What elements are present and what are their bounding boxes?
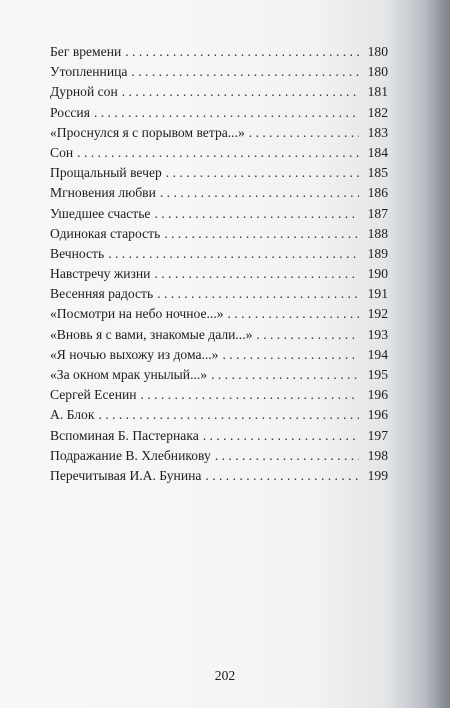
toc-entry: [50, 244, 388, 264]
toc-entry: [50, 82, 388, 102]
toc-entry: [50, 325, 388, 345]
toc-entry: [50, 365, 388, 385]
toc-entry: [50, 446, 388, 466]
toc-entry-title: Россия: [50, 104, 90, 120]
toc-entry-title: «Я ночью выхожу из дома...»: [50, 346, 219, 362]
toc-entry: [50, 103, 388, 123]
toc-entry-page: 196: [367, 407, 388, 423]
toc-entry: [50, 264, 388, 284]
page-edge-shadow: [390, 0, 450, 708]
toc-entry-title: Сон: [50, 144, 74, 160]
toc-entry-page: 197: [367, 427, 388, 443]
toc-entry: [50, 143, 388, 163]
toc-entry: [50, 204, 388, 224]
toc-entry-title: Перечитывая И.А. Бунина: [50, 467, 202, 483]
toc-entry-title: Вечность: [50, 245, 105, 261]
dot-leader: [211, 365, 359, 385]
dot-leader: [215, 446, 359, 466]
toc-entry-title: Ушедшее счастье: [50, 205, 151, 221]
toc-entry-page: 183: [367, 124, 388, 140]
toc-entry-title: «Проснулся я с порывом ветра...»: [50, 124, 245, 140]
toc-entry: [50, 466, 388, 486]
toc-entry: [50, 62, 388, 82]
toc-entry: [50, 405, 388, 425]
toc-entry-page: 191: [367, 286, 388, 302]
toc-entry-page: 180: [367, 44, 388, 59]
toc-entry-title: «Вновь я с вами, знакомые дали...»: [50, 326, 253, 342]
toc-entry-page: 185: [367, 165, 388, 181]
dot-leader: [77, 143, 359, 163]
toc-entry-title: «За окном мрак унылый...»: [50, 367, 208, 382]
toc-entry-title: Одинокая старость: [50, 225, 161, 241]
toc-entry-title: Подражание В. Хлебникову: [50, 447, 211, 463]
toc-entry: [50, 163, 388, 183]
dot-leader: [108, 244, 359, 264]
toc-entry-page: 198: [367, 447, 388, 463]
dot-leader: [154, 264, 359, 284]
toc-entry: [50, 426, 388, 446]
toc-entry-page: 189: [367, 245, 388, 261]
dot-leader: [249, 123, 359, 143]
toc-entry-title: Дурной сон: [50, 84, 118, 100]
toc-entry-title: Утопленница: [50, 64, 128, 80]
dot-leader: [228, 304, 359, 324]
dot-leader: [164, 224, 359, 244]
toc-entry-title: Навстречу жизни: [50, 266, 151, 282]
toc-entry-title: Весенняя радость: [50, 286, 154, 302]
dot-leader: [125, 42, 359, 62]
toc-entry-page: 180: [367, 64, 388, 80]
toc-entry: [50, 385, 388, 405]
toc-entry-page: 196: [367, 387, 388, 403]
toc-entry-title: Вспоминая Б. Пастернака: [50, 427, 199, 443]
dot-leader: [203, 426, 359, 446]
dot-leader: [166, 163, 359, 183]
toc-entry-page: 192: [367, 306, 388, 322]
toc-entry-title: Мгновения любви: [50, 185, 156, 201]
dot-leader: [222, 345, 359, 365]
toc-entry-title: Прощальный вечер: [50, 165, 162, 181]
toc-entry-page: 187: [367, 205, 388, 221]
dot-leader: [157, 284, 359, 304]
toc-entry-title: Бег времени: [50, 44, 122, 59]
toc-entry: [50, 284, 388, 304]
toc-entry-page: 186: [367, 185, 388, 201]
toc-entry: [50, 304, 388, 324]
toc-entry: [50, 123, 388, 143]
toc-entry-page: 188: [367, 225, 388, 241]
toc-entry-page: 199: [367, 467, 388, 483]
toc-entry: [50, 42, 388, 62]
dot-leader: [98, 405, 359, 425]
toc-entry-page: 181: [367, 84, 388, 100]
dot-leader: [256, 325, 359, 345]
dot-leader: [141, 385, 359, 405]
toc-entry-title: Сергей Есенин: [50, 387, 137, 403]
dot-leader: [131, 62, 359, 82]
dot-leader: [205, 466, 359, 486]
toc-entry-page: 193: [367, 326, 388, 342]
toc-entry-page: 190: [367, 266, 388, 282]
toc-entry: [50, 345, 388, 365]
toc-entry-title: А. Блок: [50, 407, 95, 423]
toc-entry-page: 195: [367, 367, 388, 382]
toc-entry: [50, 183, 388, 203]
toc-entry: [50, 224, 388, 244]
dot-leader: [94, 103, 359, 123]
table-of-contents: [50, 42, 388, 486]
dot-leader: [154, 204, 359, 224]
toc-entry-title: «Посмотри на небо ночное...»: [50, 306, 224, 322]
page-number: 202: [214, 668, 236, 683]
toc-entry-page: 194: [367, 346, 388, 362]
dot-leader: [160, 183, 359, 203]
toc-entry-page: 184: [367, 144, 388, 160]
toc-entry-page: 182: [367, 104, 388, 120]
dot-leader: [122, 82, 359, 102]
